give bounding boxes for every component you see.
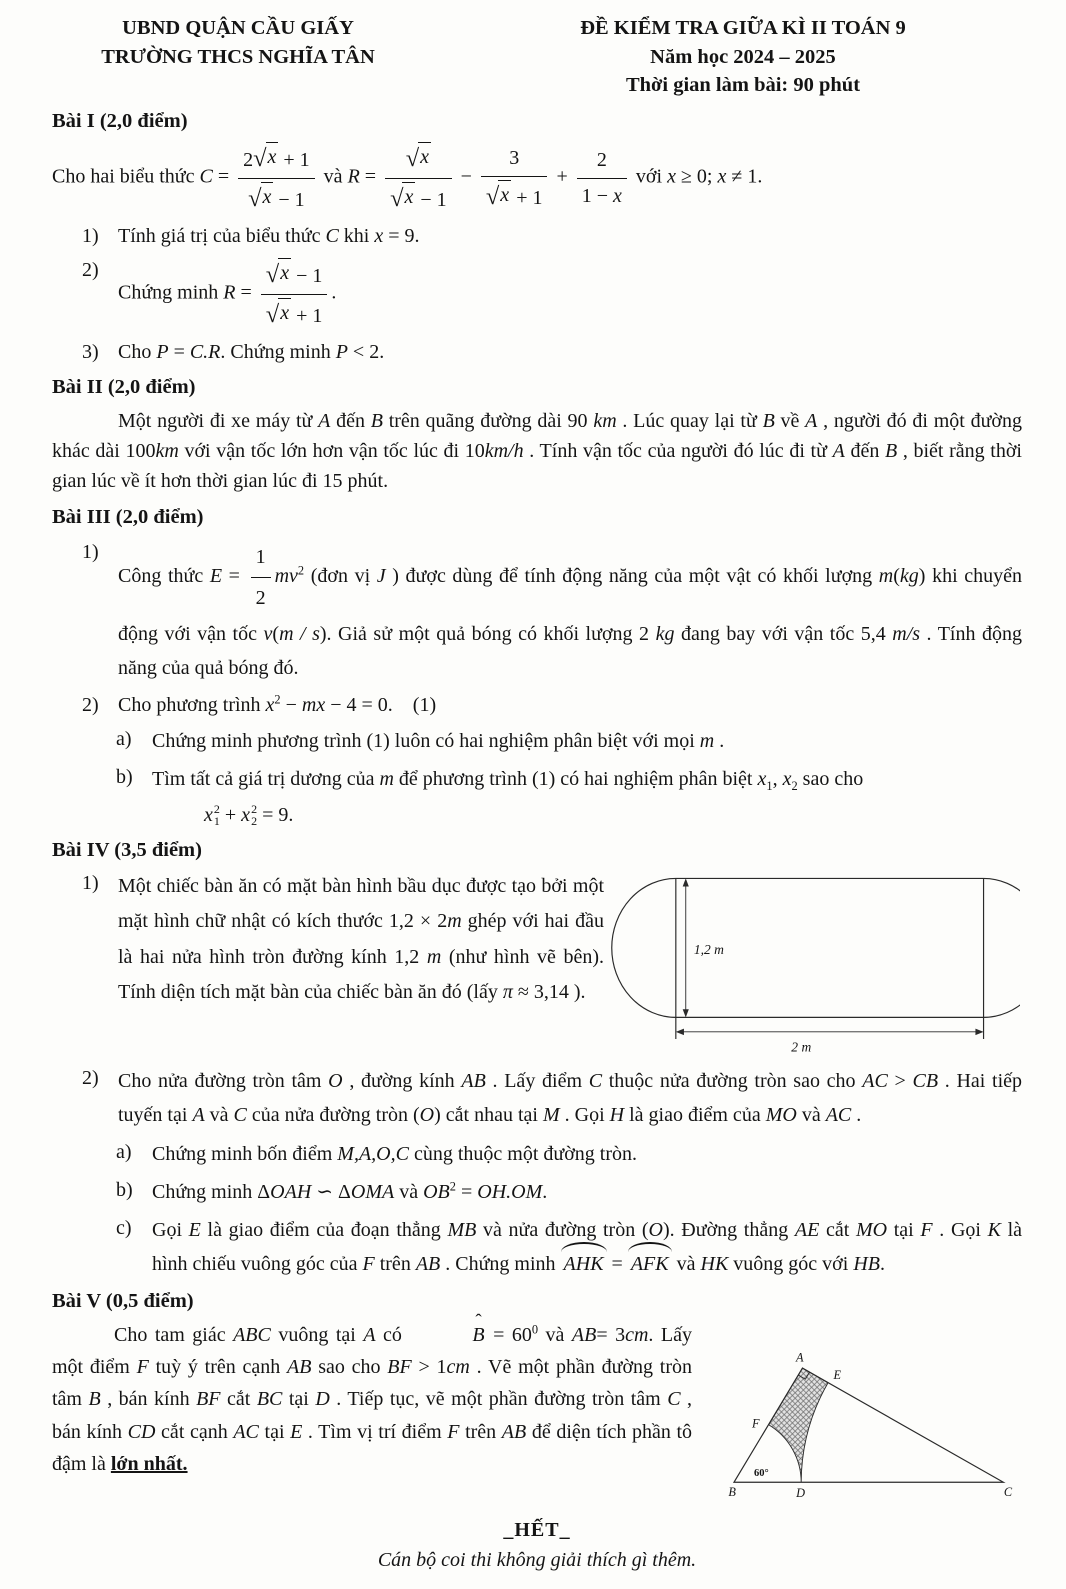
bai-i-item-2 bbox=[82, 256, 1022, 332]
bai-v-title: Bài V (0,5 điểm) bbox=[52, 1289, 194, 1312]
shaded-region bbox=[769, 1368, 828, 1482]
exam-header bbox=[52, 14, 1022, 100]
bai-iv-row bbox=[52, 869, 1022, 1058]
bai-iv-item-2c bbox=[116, 1214, 1022, 1280]
issuer-line: UBND QUẬN CẦU GIẤY bbox=[122, 17, 354, 39]
point-d-label: D bbox=[796, 1485, 806, 1500]
item-letter: c) bbox=[116, 1216, 132, 1239]
item-letter: a) bbox=[116, 1140, 132, 1163]
arrowhead-left bbox=[676, 1028, 684, 1034]
bai-i-title: Bài I (2,0 điểm) bbox=[52, 110, 188, 133]
bai-iv-item-2 bbox=[82, 1064, 1022, 1132]
end-marker: _HẾT_ bbox=[503, 1518, 571, 1541]
triangle-figure bbox=[702, 1319, 1022, 1510]
item-text: Gọi E là giao điểm của đoạn thẳng MB và nửa đường tròn (O). Đường thẳng AE cắt MO tại F . Gọi K là hình chiếu vuông góc của F trên AB . Chứng minh AHK = AFK và HK vuông góc với HB. bbox=[152, 1214, 1022, 1280]
oval-table-figure bbox=[604, 869, 1022, 1058]
table-width-label: 2 m bbox=[791, 1039, 812, 1055]
section-bai-i bbox=[52, 107, 1022, 366]
table-outline bbox=[612, 878, 1020, 1017]
item-text: Tính giá trị của biểu thức C khi x = 9. bbox=[118, 224, 420, 247]
exam-duration: Thời gian làm bài: 90 phút bbox=[625, 74, 861, 97]
school-year: Năm học 2024 – 2025 bbox=[650, 45, 836, 68]
item-number: 2) bbox=[82, 693, 99, 716]
item-letter: b) bbox=[116, 1178, 133, 1201]
section-bai-iii bbox=[52, 503, 1022, 830]
exam-footer bbox=[52, 1516, 1022, 1575]
item-letter: b) bbox=[116, 766, 133, 789]
item-text: Cho phương trình $x^2$ − mx − 4 = 0. (1) bbox=[118, 692, 437, 716]
section-bai-v bbox=[52, 1287, 1022, 1510]
item-text: Chứng minh R = √ x − 1 √ x + 1 . bbox=[118, 256, 1022, 332]
bai-iii-title: Bài III (2,0 điểm) bbox=[52, 505, 204, 528]
bai-iv-item-1 bbox=[82, 869, 604, 1058]
bai-iv-item-2a bbox=[116, 1138, 1022, 1170]
bai-iii-item-2b-continued: x 2 1 + x 2 2 = 9. bbox=[204, 801, 294, 829]
arrowhead-right bbox=[975, 1028, 983, 1034]
item-text: Công thức E = $\frac{1}{2}$ $mv^2$ (đơn vị J ) được dùng để tính động năng của một vật có khối lượng m(kg) khi chuyển động với vận tốc v(m / s). Giả sử một quả bóng có khối lượng 2 kg đang bay với vận tốc 5,4 m/s . Tính động năng của quả bóng đó. bbox=[118, 538, 1022, 685]
item-number: 2) bbox=[82, 1066, 99, 1089]
arrowhead-down bbox=[683, 1009, 689, 1017]
section-bai-iv bbox=[52, 836, 1022, 1279]
exam-title: ĐỀ KIỂM TRA GIỮA KÌ II TOÁN 9 bbox=[580, 17, 906, 39]
point-b-label: B bbox=[728, 1484, 736, 1499]
item-number: 2) bbox=[82, 259, 99, 282]
triangle-svg bbox=[702, 1327, 1018, 1510]
table-height-label: 1,2 m bbox=[693, 941, 724, 957]
bai-ii-title: Bài II (2,0 điểm) bbox=[52, 376, 196, 399]
item-text: Chứng minh bốn điểm M,A,O,C cùng thuộc một đường tròn. bbox=[152, 1142, 638, 1165]
item-number: 1) bbox=[82, 540, 99, 563]
item-text: Cho nửa đường tròn tâm O , đường kính AB . Lấy điểm C thuộc nửa đường tròn sao cho AC > CB . Hai tiếp tuyến tại A và C của nửa đường tròn (O) cắt nhau tại M . Gọi H là giao điểm của MO và AC . bbox=[118, 1069, 1023, 1126]
point-a-label: A bbox=[795, 1350, 804, 1365]
item-number: 3) bbox=[82, 341, 99, 364]
bai-i-item-1 bbox=[82, 222, 1022, 250]
school-line: TRƯỜNG THCS NGHĨA TÂN bbox=[101, 45, 375, 68]
bai-v-paragraph: Cho tam giác ABC vuông tại A có B ˆ = $60^0$ và AB= 3cm. Lấy một điểm F tuỳ ý trên cạnh AB sao cho BF > 1cm . Vẽ một phần đường tròn tâm B , bán kính BF cắt BC tại D . Tiếp tục, vẽ một phần đường tròn tâm C , bán kính CD cắt cạnh AC tại E . Tìm vị trí điểm F trên AB để diện tích phần tô đậm là lớn nhất. bbox=[52, 1319, 692, 1510]
oval-table-svg bbox=[606, 873, 1020, 1058]
proctor-note: Cán bộ coi thi không giải thích gì thêm. bbox=[377, 1549, 697, 1572]
bai-iii-item-2a bbox=[116, 725, 1022, 757]
bai-ii-paragraph: Một người đi xe máy từ A đến B trên quãng đường dài 90 km . Lúc quay lại từ B về A , người đó đi một đường khác dài 100km với vận tốc lớn hơn vận tốc lúc đi 10km/h . Tính vận tốc của người đó lúc đi từ A đến B , biết rằng thời gian lúc về ít hơn thời gian lúc đi 15 phút. bbox=[52, 409, 1022, 492]
bai-iv-title: Bài IV (3,5 điểm) bbox=[52, 839, 202, 862]
point-f-label: F bbox=[752, 1416, 760, 1431]
angle-b-label: 60° bbox=[754, 1467, 769, 1479]
point-c-label: C bbox=[1003, 1484, 1013, 1499]
school-block bbox=[52, 14, 424, 100]
bai-iii-item-1 bbox=[82, 538, 1022, 685]
bai-iii-item-2 bbox=[82, 691, 1022, 719]
section-bai-ii bbox=[52, 373, 1022, 495]
item-text: Cho P = C.R. Chứng minh P < 2. bbox=[118, 341, 385, 364]
bai-i-item-3 bbox=[82, 338, 1022, 366]
arrowhead-up bbox=[683, 878, 689, 886]
bai-v-row bbox=[52, 1319, 1022, 1510]
item-text: Chứng minh ΔOAH ∽ ΔOMA và $OB^2 = OH.OM$. bbox=[152, 1178, 548, 1203]
point-e-label: E bbox=[833, 1367, 842, 1382]
bai-i-intro: Cho hai biểu thức C = 2 √ x + 1 √ x − 1 và R = √ x √ x − 1 − 3 √ x + 1 + $\frac{2}{1 - x}$ với x ≥ 0; x ≠ 1. bbox=[52, 140, 1022, 216]
item-letter: a) bbox=[116, 728, 132, 751]
item-text: Một chiếc bàn ăn có mặt bàn hình bầu dục được tạo bởi một mặt hình chữ nhật có kích thước 1,2 × 2m ghép với hai đầu là hai nửa hình tròn đường kính 1,2 m (như hình vẽ bên). Tính diện tích mặt bàn của chiếc bàn ăn đó (lấy π ≈ 3,14 ). bbox=[118, 874, 605, 1004]
item-text: Tìm tất cả giá trị dương của m để phương trình (1) có hai nghiệm phân biệt $x_1$, $x_2$ sao cho bbox=[152, 768, 864, 794]
bai-iv-item-2b bbox=[116, 1176, 1022, 1208]
item-text: Chứng minh phương trình (1) luôn có hai nghiệm phân biệt với mọi m . bbox=[152, 730, 725, 753]
bai-iii-item-2b bbox=[116, 763, 1022, 795]
exam-title-block bbox=[424, 14, 1022, 100]
item-number: 1) bbox=[82, 871, 99, 894]
item-number: 1) bbox=[82, 224, 99, 247]
